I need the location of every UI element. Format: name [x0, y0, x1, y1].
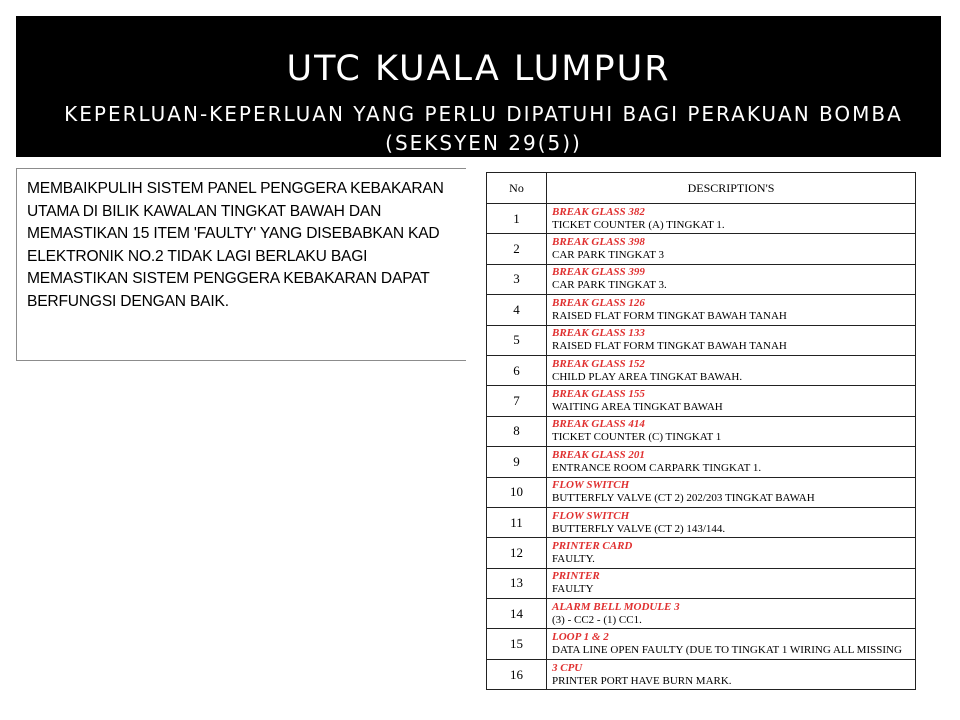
item-title: PRINTER — [552, 570, 600, 583]
table-header-row — [487, 173, 916, 204]
item-title: BREAK GLASS 399 — [552, 266, 645, 279]
item-title: 3 CPU — [552, 661, 583, 674]
row-description — [547, 386, 916, 416]
table-row — [487, 538, 916, 568]
item-detail: BUTTERFLY VALVE (CT 2) 143/144. — [552, 522, 726, 535]
table-row — [487, 295, 916, 325]
item-detail: DATA LINE OPEN FAULTY (DUE TO TINGKAT 1 WIRING ALL MISSING — [552, 644, 902, 657]
row-description — [547, 264, 916, 294]
row-number: 13 — [487, 568, 547, 598]
row-description — [547, 204, 916, 234]
table-row — [487, 477, 916, 507]
item-detail: TICKET COUNTER (C) TINGKAT 1 — [552, 431, 722, 444]
item-detail: CAR PARK TINGKAT 3. — [552, 279, 667, 292]
row-number: 2 — [487, 234, 547, 264]
row-description — [547, 659, 916, 689]
row-description — [547, 629, 916, 659]
row-number: 15 — [487, 629, 547, 659]
row-description — [547, 599, 916, 629]
item-title: FLOW SWITCH — [552, 479, 630, 492]
item-title: BREAK GLASS 398 — [552, 236, 645, 249]
item-title: PRINTER CARD — [552, 539, 633, 552]
header-description: DESCRIPTION'S — [547, 173, 916, 204]
item-detail: FAULTY. — [552, 552, 595, 565]
requirement-text: MEMBAIKPULIH SISTEM PANEL PENGGERA KEBAKARAN UTAMA DI BILIK KAWALAN TINGKAT BAWAH DAN MEMASTIKAN 15 ITEM 'FAULTY' YANG DISEBABKAN KAD ELEKTRONIK NO.2 TIDAK LAGI BERLAKU BAGI MEMASTIKAN SISTEM PENGGERA KEBAKARAN DAPAT BERFUNGSI DENGAN BAIK. — [27, 180, 444, 310]
table-row — [487, 629, 916, 659]
row-description — [547, 325, 916, 355]
requirement-text-box — [16, 168, 473, 361]
row-description — [547, 538, 916, 568]
table-body — [487, 204, 916, 690]
row-number: 5 — [487, 325, 547, 355]
row-number: 8 — [487, 416, 547, 446]
item-title: BREAK GLASS 133 — [552, 327, 645, 340]
item-title: ALARM BELL MODULE 3 — [552, 600, 680, 613]
item-detail: BUTTERFLY VALVE (CT 2) 202/203 TINGKAT BAWAH — [552, 492, 815, 505]
item-detail: ENTRANCE ROOM CARPARK TINGKAT 1. — [552, 461, 762, 474]
row-number: 14 — [487, 599, 547, 629]
item-title: FLOW SWITCH — [552, 509, 630, 522]
table-row — [487, 447, 916, 477]
slide-subtitle: KEPERLUAN-KEPERLUAN YANG PERLU DIPATUHI BAGI PERAKUAN BOMBA (SEKSYEN 29(5)) — [64, 102, 903, 155]
table-row — [487, 386, 916, 416]
table-row — [487, 204, 916, 234]
item-detail: (3) - CC2 - (1) CC1. — [552, 613, 642, 626]
row-number: 10 — [487, 477, 547, 507]
item-detail: WAITING AREA TINGKAT BAWAH — [552, 401, 723, 414]
row-description — [547, 416, 916, 446]
row-number: 11 — [487, 507, 547, 537]
item-detail: PRINTER PORT HAVE BURN MARK. — [552, 674, 732, 687]
item-detail: CAR PARK TINGKAT 3 — [552, 249, 664, 262]
row-number: 16 — [487, 659, 547, 689]
item-title: LOOP 1 & 2 — [552, 631, 609, 644]
row-number: 12 — [487, 538, 547, 568]
row-description — [547, 355, 916, 385]
row-description — [547, 507, 916, 537]
table-row — [487, 599, 916, 629]
table-row — [487, 325, 916, 355]
header-no: No — [487, 173, 547, 204]
item-title: BREAK GLASS 155 — [552, 388, 645, 401]
slide-title: UTC KUALA LUMPUR — [286, 49, 671, 89]
item-title: BREAK GLASS 382 — [552, 205, 645, 218]
item-title: BREAK GLASS 152 — [552, 357, 645, 370]
row-number: 7 — [487, 386, 547, 416]
faulty-items-table — [486, 172, 916, 690]
table-row — [487, 416, 916, 446]
item-detail: RAISED FLAT FORM TINGKAT BAWAH TANAH — [552, 340, 787, 353]
row-number: 3 — [487, 264, 547, 294]
table-row — [487, 264, 916, 294]
row-description — [547, 447, 916, 477]
table-row — [487, 659, 916, 689]
title-banner — [16, 16, 941, 157]
row-number: 6 — [487, 355, 547, 385]
row-description — [547, 477, 916, 507]
row-description — [547, 234, 916, 264]
row-number: 4 — [487, 295, 547, 325]
table-row — [487, 568, 916, 598]
row-description — [547, 295, 916, 325]
table-row — [487, 507, 916, 537]
item-detail: RAISED FLAT FORM TINGKAT BAWAH TANAH — [552, 309, 787, 322]
item-title: BREAK GLASS 201 — [552, 448, 645, 461]
row-number: 9 — [487, 447, 547, 477]
item-title: BREAK GLASS 414 — [552, 418, 645, 431]
item-title: BREAK GLASS 126 — [552, 296, 645, 309]
row-number: 1 — [487, 204, 547, 234]
faulty-items-table-image — [466, 168, 941, 700]
table-row — [487, 234, 916, 264]
item-detail: CHILD PLAY AREA TINGKAT BAWAH. — [552, 370, 743, 383]
item-detail: TICKET COUNTER (A) TINGKAT 1. — [552, 218, 725, 231]
item-detail: FAULTY — [552, 583, 594, 596]
row-description — [547, 568, 916, 598]
table-row — [487, 355, 916, 385]
